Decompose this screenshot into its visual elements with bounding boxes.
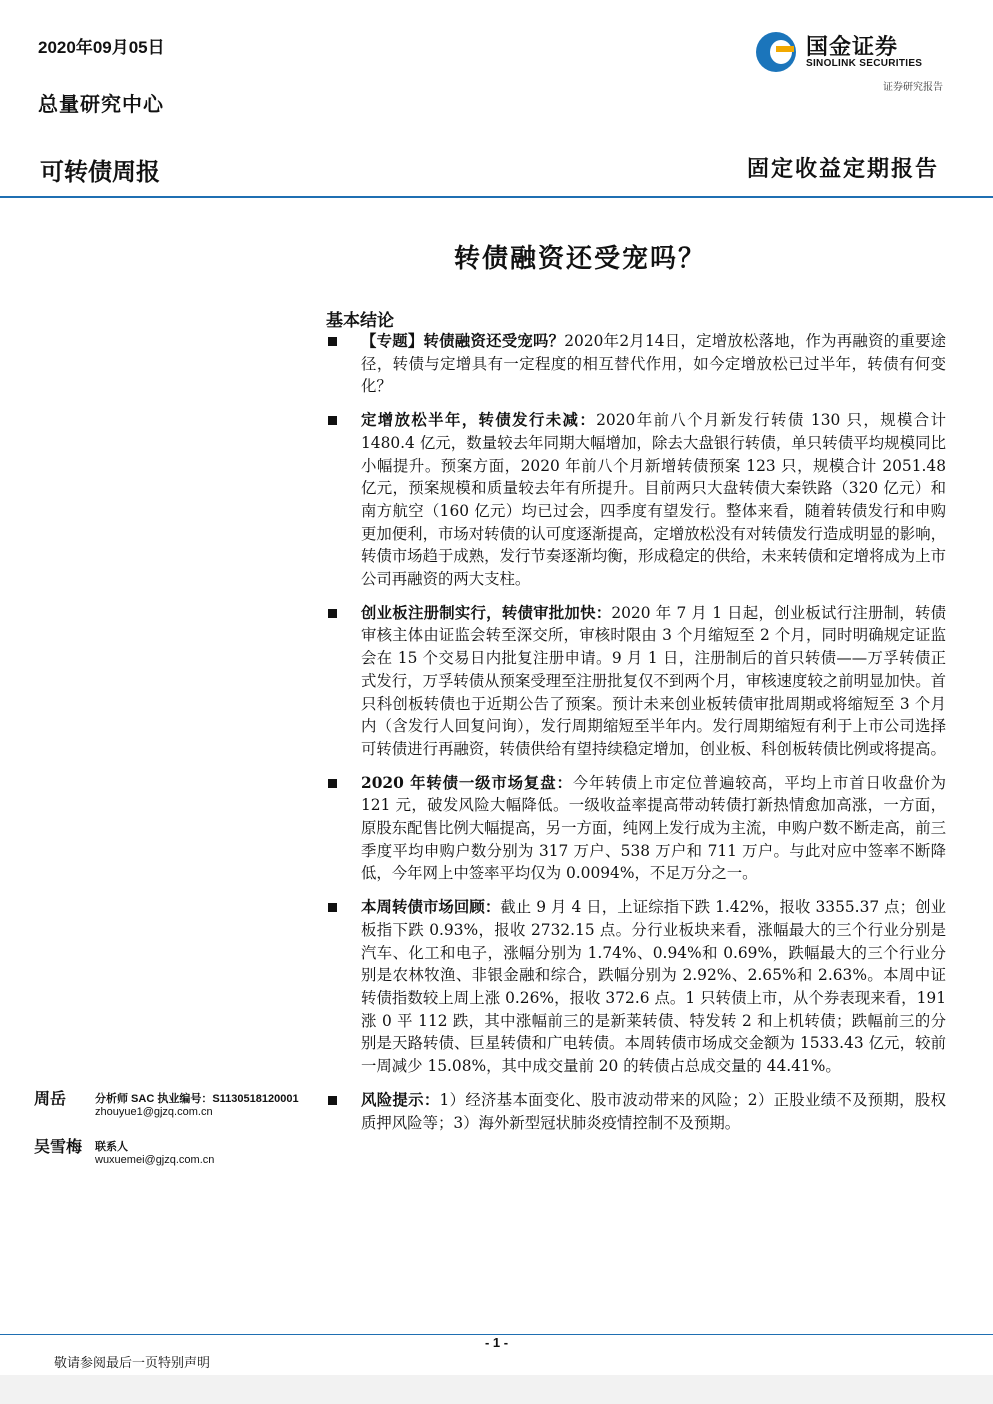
logo-cn-text: 国金证券 — [806, 34, 899, 59]
bullet-lead: 风险提示： — [361, 1090, 440, 1109]
section-heading: 基本结论 — [326, 311, 394, 331]
header-divider — [0, 196, 993, 198]
disclaimer-text: 敬请参阅最后一页特别声明 — [54, 1356, 211, 1371]
footer-band — [0, 1375, 993, 1404]
conclusion-list — [326, 330, 946, 1134]
bullet-registration — [326, 602, 946, 761]
report-date: 2020年09月05日 — [38, 38, 165, 57]
report-title: 转债融资还受宠吗？ — [453, 244, 706, 274]
logo-mark-icon — [756, 32, 796, 72]
logo-en-text: SINOLINK SECURITIES — [806, 58, 923, 69]
bullet-lead: 【专题】转债融资还受宠吗？ — [361, 332, 565, 350]
page-number: - 1 - — [484, 1335, 509, 1350]
logo-bar-icon — [776, 46, 794, 52]
contact-role: 联系人 — [95, 1141, 128, 1153]
bullet-text: 1）经济基本面变化、股市波动带来的风险；2）正股业绩不及预期，股权质押风险等；3）海外新型冠状肺炎疫情控制不及预期。 — [361, 1090, 946, 1132]
bullet-weekly-review — [326, 896, 946, 1078]
company-logo — [756, 28, 946, 78]
bullet-lead: 2020 年转债一级市场复盘： — [361, 773, 573, 792]
research-center: 总量研究中心 — [38, 92, 164, 116]
bullet-lead: 定增放松半年，转债发行未减： — [361, 411, 597, 430]
analyst-role: 分析师 SAC 执业编号：S1130518120001 — [95, 1093, 299, 1105]
analyst-email: zhouyue1@gjzq.com.cn — [95, 1106, 213, 1118]
bullet-text: 2020年前八个月新发行转债 130 只，规模合计 1480.4 亿元，数量较去年同期大幅增加，除去大盘银行转债，单只转债平均规模同比小幅提升。预案方面，2020 年前八个月新增转债预案 123 只，规模合计 2051.48 亿元，预案规模和质量较去年有所提升。目前两只大盘转债大秦铁路（320 亿元）和南方航空（160 亿元）均已过会，四季度有望发行。整体来看，随着转债发行和申购更加便利，市场对转债的认可度逐渐提高，定增放松没有对转债发行造成明显的影响，转债市场趋于成熟，发行节奏逐渐均衡，形成稳定的供给，未来转债和定增将成为上市公司再融资的两大支柱。 — [361, 411, 946, 589]
bullet-primary-market — [326, 772, 946, 886]
report-category: 固定收益定期报告 — [746, 156, 939, 182]
bullet-text: 截止 9 月 4 日，上证综指下跌 1.42%，报收 3355.37 点；创业板指下跌 0.93%，报收 2732.15 点。分行业板块来看，涨幅最大的三个行业分别是汽车、化工和电子，涨幅分别为 1.74%、0.94%和 0.69%，跌幅最大的三个行业分别是农林牧渔、非银金融和综合，跌幅分别为 2.92%、2.65%和 2.63%。本周中证转债指数较上周上涨 0.26%，报收 372.6 点。1 只转债上市，从个券表现来看，191 涨 0 平 112 跌，其中涨幅前三的是新莱转债、特发转 2 和上机转债；跌幅前三的分别是天路转债、巨星转债和广电转债。本周转债市场成交金额为 1533.43 亿元，较前一周减少 15.08%，其中成交量前 20 的转债占总成交量的 44.41%。 — [361, 898, 946, 1076]
analyst-name: 周岳 — [34, 1089, 67, 1108]
bullet-topic — [326, 330, 946, 398]
contact-name: 吴雪梅 — [34, 1137, 83, 1156]
report-series: 可转债周报 — [40, 159, 160, 186]
logo-subtitle: 证券研究报告 — [883, 82, 943, 93]
contact-email: wuxuemei@gjzq.com.cn — [95, 1154, 215, 1166]
bullet-risk — [326, 1089, 946, 1134]
bullet-lead: 创业板注册制实行，转债审批加快： — [361, 603, 612, 622]
bullet-issuance — [326, 409, 946, 591]
bullet-text: 2020 年 7 月 1 日起，创业板试行注册制，转债审核主体由证监会转至深交所，审核时限由 3 个月缩短至 2 个月，同时明确规定证监会在 15 个交易日内批复注册申请。9 月 1 日，注册制后的首只转债——万孚转债正式发行，万孚转债从预案受理至注册批复仅不到两个月，审核速度较之前明显加快。首只科创板转债也于近期公告了预案。预计未来创业板转债审批周期或将缩短至 3 个月内（含发行人回复问询），发行周期缩短至半年内。发行周期缩短有利于上市公司选择可转债进行再融资，转债供给有望持续稳定增加，创业板、科创板转债比例或将提高。 — [361, 603, 946, 758]
bullet-text: 2020年2月14日，定增放松落地，作为再融资的重要途径，转债与定增具有一定程度的相互替代作用，如今定增放松已过半年，转债有何变化？ — [361, 332, 946, 396]
bullet-lead: 本周转债市场回顾： — [361, 898, 501, 917]
bullet-text: 今年转债上市定位普遍较高，平均上市首日收盘价为 121 元，破发风险大幅降低。一级收益率提高带动转债打新热情愈加高涨，一方面，原股东配售比例大幅提高，另一方面，纯网上发行成为主流，申购户数不断走高，前三季度平均申购户数分别为 317 万户、538 万户和 711 万户。与此对应中签率不断降低，今年网上中签率平均仅为 0.0094%，不足万分之一。 — [361, 773, 946, 883]
